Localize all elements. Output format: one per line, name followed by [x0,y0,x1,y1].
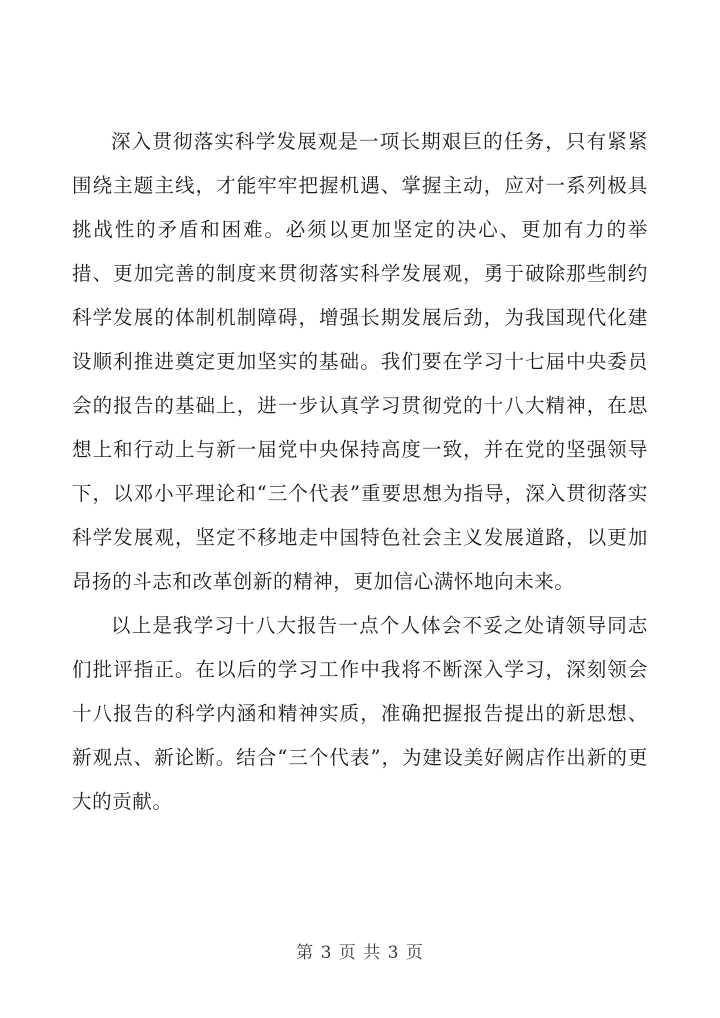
page-number-label: 第 3 页 共 3 页 [296,943,424,963]
paragraph-2: 以上是我学习十八大报告一点个人体会不妥之处请领导同志们批评指正。在以后的学习工作中我将不断深入学习，深刻领会十八报告的科学内涵和精神实质，准确把握报告提出的新思想、新观点、新论断。结合“三个代表”，为建设美好阙店作出新的更大的贡献。 [72,614,648,813]
paragraph-1: 深入贯彻落实科学发展观是一项长期艰巨的任务，只有紧紧围绕主题主线，才能牢牢把握机遇、掌握主动，应对一系列极具挑战性的矛盾和困难。必须以更加坚定的决心、更加有力的举措、更加完善的制度来贯彻落实科学发展观，勇于破除那些制约科学发展的体制机制障碍，增强长期发展后劲，为我国现代化建设顺利推进奠定更加坚实的基础。我们要在学习十七届中央委员会的报告的基础上，进一步认真学习贯彻党的十八大精神，在思想上和行动上与新一届党中央保持高度一致，并在党的坚强领导下，以邓小平理论和“三个代表”重要思想为指导，深入贯彻落实科学发展观，坚定不移地走中国特色社会主义发展道路，以更加昂扬的斗志和改革创新的精神，更加信心满怀地向未来。 [72,130,648,593]
page-footer [0,938,720,963]
document-body [72,120,648,824]
